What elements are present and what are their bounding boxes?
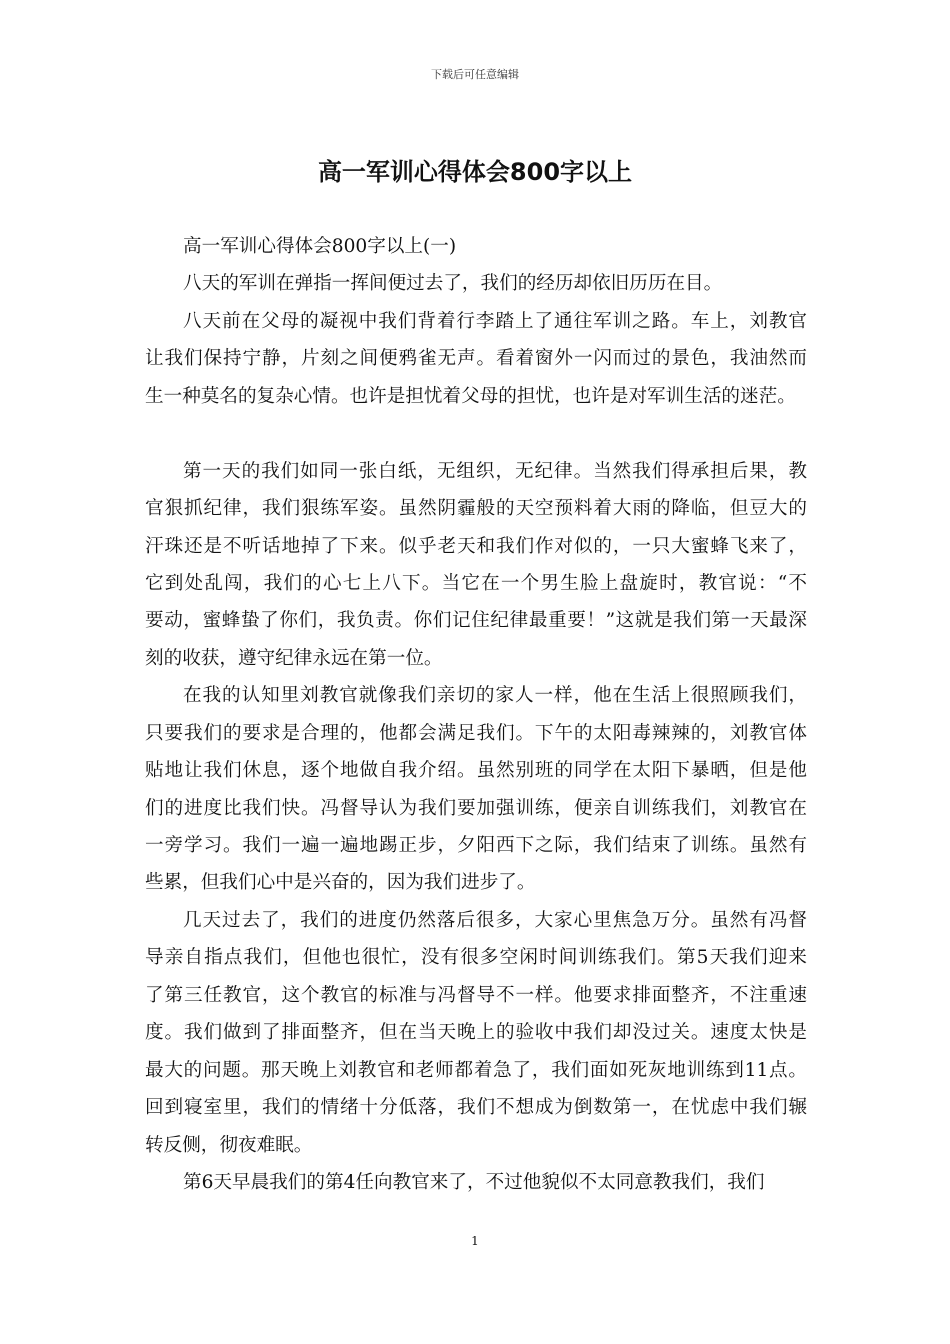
text-line: 生一种莫名的复杂心情。也许是担忧着父母的担忧，也许是对军训生活的迷茫。 — [145, 385, 796, 407]
text-line: 度。我们做到了排面整齐，但在当天晚上的验收中我们却没过关。速度太快是 — [145, 1022, 807, 1044]
text-line: 回到寝室里，我们的情绪十分低落，我们不想成为倒数第一，在忧虑中我们辗 — [145, 1097, 807, 1119]
text-line: 们的进度比我们快。冯督导认为我们要加强训练，便亲自训练我们，刘教官在 — [145, 797, 807, 819]
text-line: 了第三任教官，这个教官的标准与冯督导不一样。他要求排面整齐，不注重速 — [145, 984, 807, 1006]
text-line: 最大的问题。那天晚上刘教官和老师都着急了，我们面如死灰地训练到11点。 — [145, 1059, 807, 1081]
text-line: 八天的军训在弹指一挥间便过去了，我们的经历却依旧历历在目。 — [183, 273, 723, 295]
paragraph-spacer — [145, 415, 807, 452]
page-number: 1 — [471, 1234, 479, 1248]
text-line: 要动，蜜蜂蛰了你们，我负责。你们记住纪律最重要！”这就是我们第一天最深 — [145, 610, 807, 632]
paragraph — [145, 1164, 807, 1201]
paragraph — [145, 677, 807, 902]
paragraph — [145, 902, 807, 1164]
paragraph — [145, 303, 807, 415]
paragraph — [145, 228, 807, 265]
paragraph — [145, 453, 807, 678]
document-title: 高一军训心得体会800字以上 — [317, 158, 633, 186]
text-line: 高一军训心得体会800字以上(一) — [183, 236, 457, 257]
text-line: 八天前在父母的凝视中我们背着行李踏上了通往军训之路。车上，刘教官 — [183, 310, 807, 332]
text-line: 转反侧，彻夜难眠。 — [145, 1134, 313, 1156]
text-line: 些累，但我们心中是兴奋的，因为我们进步了。 — [145, 872, 536, 894]
text-line: 官狠抓纪律，我们狠练军姿。虽然阴霾般的天空预料着大雨的降临，但豆大的 — [145, 498, 807, 520]
text-line: 导亲自指点我们，但他也很忙，没有很多空闲时间训练我们。第5天我们迎来 — [145, 947, 807, 969]
document-body — [145, 228, 807, 1201]
text-line: 汗珠还是不听话地掉了下来。似乎老天和我们作对似的，一只大蜜蜂飞来了， — [145, 535, 807, 557]
text-line: 第6天早晨我们的第4任向教官来了，不过他貌似不太同意教我们，我们 — [183, 1171, 765, 1193]
text-line: 贴地让我们休息，逐个地做自我介绍。虽然别班的同学在太阳下暴晒，但是他 — [145, 760, 807, 782]
text-line: 让我们保持宁静，片刻之间便鸦雀无声。看着窗外一闪而过的景色，我油然而 — [145, 348, 807, 370]
text-line: 几天过去了，我们的进度仍然落后很多，大家心里焦急万分。虽然有冯督 — [183, 909, 807, 931]
page-header: 下载后可任意编辑 — [431, 68, 519, 81]
text-line: 它到处乱闯，我们的心七上八下。当它在一个男生脸上盘旋时，教官说：“不 — [145, 572, 807, 594]
text-line: 一旁学习。我们一遍一遍地踢正步，夕阳西下之际，我们结束了训练。虽然有 — [145, 835, 807, 856]
text-line: 第一天的我们如同一张白纸，无组织，无纪律。当然我们得承担后果，教 — [183, 460, 807, 482]
paragraph — [145, 265, 807, 302]
text-line: 在我的认知里刘教官就像我们亲切的家人一样，他在生活上很照顾我们， — [183, 685, 807, 707]
text-line: 只要我们的要求是合理的，他都会满足我们。下午的太阳毒辣辣的，刘教官体 — [145, 722, 807, 744]
text-line: 刻的收获，遵守纪律永远在第一位。 — [145, 647, 443, 669]
